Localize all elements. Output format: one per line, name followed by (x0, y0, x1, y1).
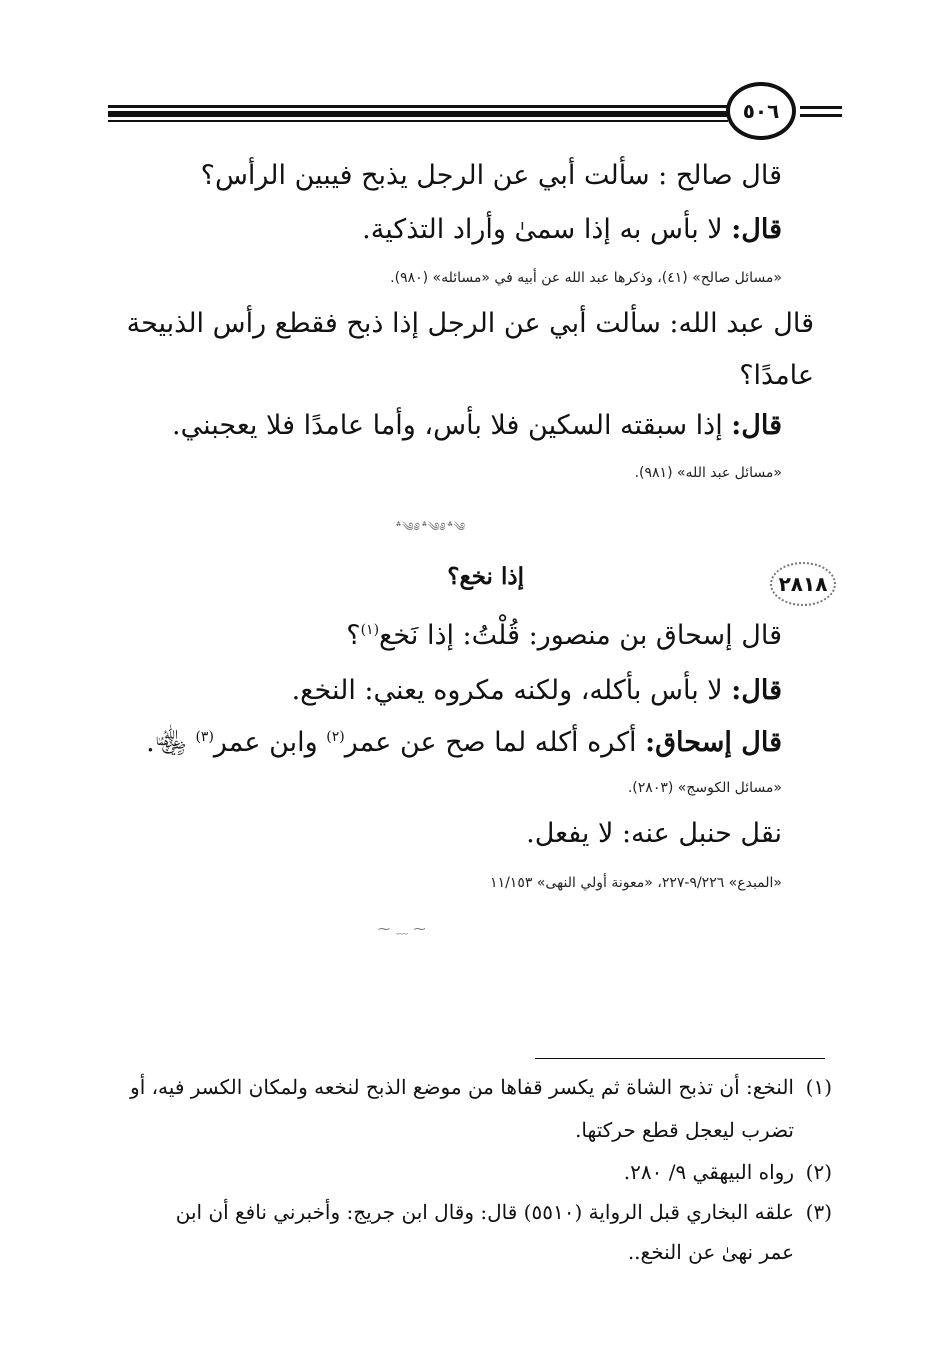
footnote-3-cont: عمر نهىٰ عن النخع.. (627, 1240, 794, 1264)
footnote-3 (176, 1200, 832, 1224)
footnote-text: النخع: أن تذبح الشاة ثم يكسر قفاها من موضع الذبح لنخعه ولمكان الكسر فيه، أو (130, 1075, 794, 1099)
ornament-divider: ؞༄༅؞༄༅؞༄ (395, 520, 467, 534)
answer-label: قال: (731, 410, 782, 441)
footnote-1-cont: تضرب ليعجل قطع حركتها. (575, 1118, 794, 1142)
footnote-ref[interactable]: (٣) (195, 729, 214, 745)
answer-line (292, 675, 782, 706)
question-line: عامدًا؟ (739, 360, 814, 391)
footnote-text: علقه البخاري قبل الرواية (٥٥١٠) قال: وقال ابن جريج: وأخبرني نافع أن ابن (175, 1200, 794, 1224)
header-rule (108, 120, 728, 122)
answer-text: وابن عمر (213, 727, 327, 758)
source-citation: «المبدع» ٩/٢٢٦-٢٢٧، «معونة أولي النهى» ١١/١٥٣ (490, 875, 782, 891)
footnote-1 (130, 1075, 832, 1099)
header-rule (800, 106, 842, 109)
honorific-text: ﵄. (146, 727, 196, 758)
footnote-ref[interactable]: (٢) (326, 729, 345, 745)
question-line: قال صالح : سألت أبي عن الرجل يذبح فيبين الرأس؟ (200, 160, 782, 191)
issue-number-badge: ٢٨١٨ (770, 562, 836, 606)
header-rule (108, 105, 728, 108)
header-rule (800, 114, 842, 117)
question-text: قال إسحاق بن منصور: قُلْتُ: إذا نَخع (379, 620, 782, 651)
answer-text: إذا سبقته السكين فلا بأس، وأما عامدًا فلا يعجبني. (172, 410, 732, 441)
answer-label: قال: (731, 214, 782, 245)
footnote-text: رواه البيهقي ٩/ ٢٨٠. (623, 1160, 794, 1184)
footnote-number: (١) (805, 1075, 832, 1099)
answer-label: قال إسحاق: (645, 727, 782, 758)
answer-text: لا بأس بأكله، ولكنه مكروه يعني: النخع. (291, 675, 732, 706)
answer-label: قال: (731, 675, 782, 706)
footnote-rule (535, 1058, 825, 1059)
source-citation: «مسائل صالح» (٤١)، وذكرها عبد الله عن أبيه في «مسائله» (٩٨٠). (390, 270, 782, 286)
footnote-ref[interactable]: (١) (360, 622, 380, 638)
answer-line (172, 410, 782, 441)
answer-line (362, 214, 782, 245)
answer-text: لا بأس به إذا سمىٰ وأراد التذكية. (362, 214, 732, 245)
issue-title: إذا نخع؟ (447, 563, 524, 590)
question-line (346, 620, 782, 651)
source-citation: «مسائل الكوسج» (٢٨٠٣). (627, 780, 782, 796)
source-citation: «مسائل عبد الله» (٩٨١). (634, 465, 782, 481)
footnote-number: (٢) (805, 1160, 832, 1184)
header-rule (108, 111, 728, 117)
punctuation: ؟ (346, 620, 361, 651)
footnote-2 (624, 1160, 832, 1184)
question-line: قال عبد الله: سألت أبي عن الرجل إذا ذبح فقطع رأس الذبيحة (126, 308, 814, 339)
ornament-divider: ⁓ ﹏ ⁓ (378, 922, 427, 936)
page-number: ٥٠٦ (726, 82, 796, 140)
narration-line: نقل حنبل عنه: لا يفعل. (526, 818, 782, 849)
footnote-number: (٣) (805, 1200, 832, 1224)
answer-text: أكره أكله لما صح عن عمر (344, 727, 646, 758)
answer-line (146, 725, 782, 765)
